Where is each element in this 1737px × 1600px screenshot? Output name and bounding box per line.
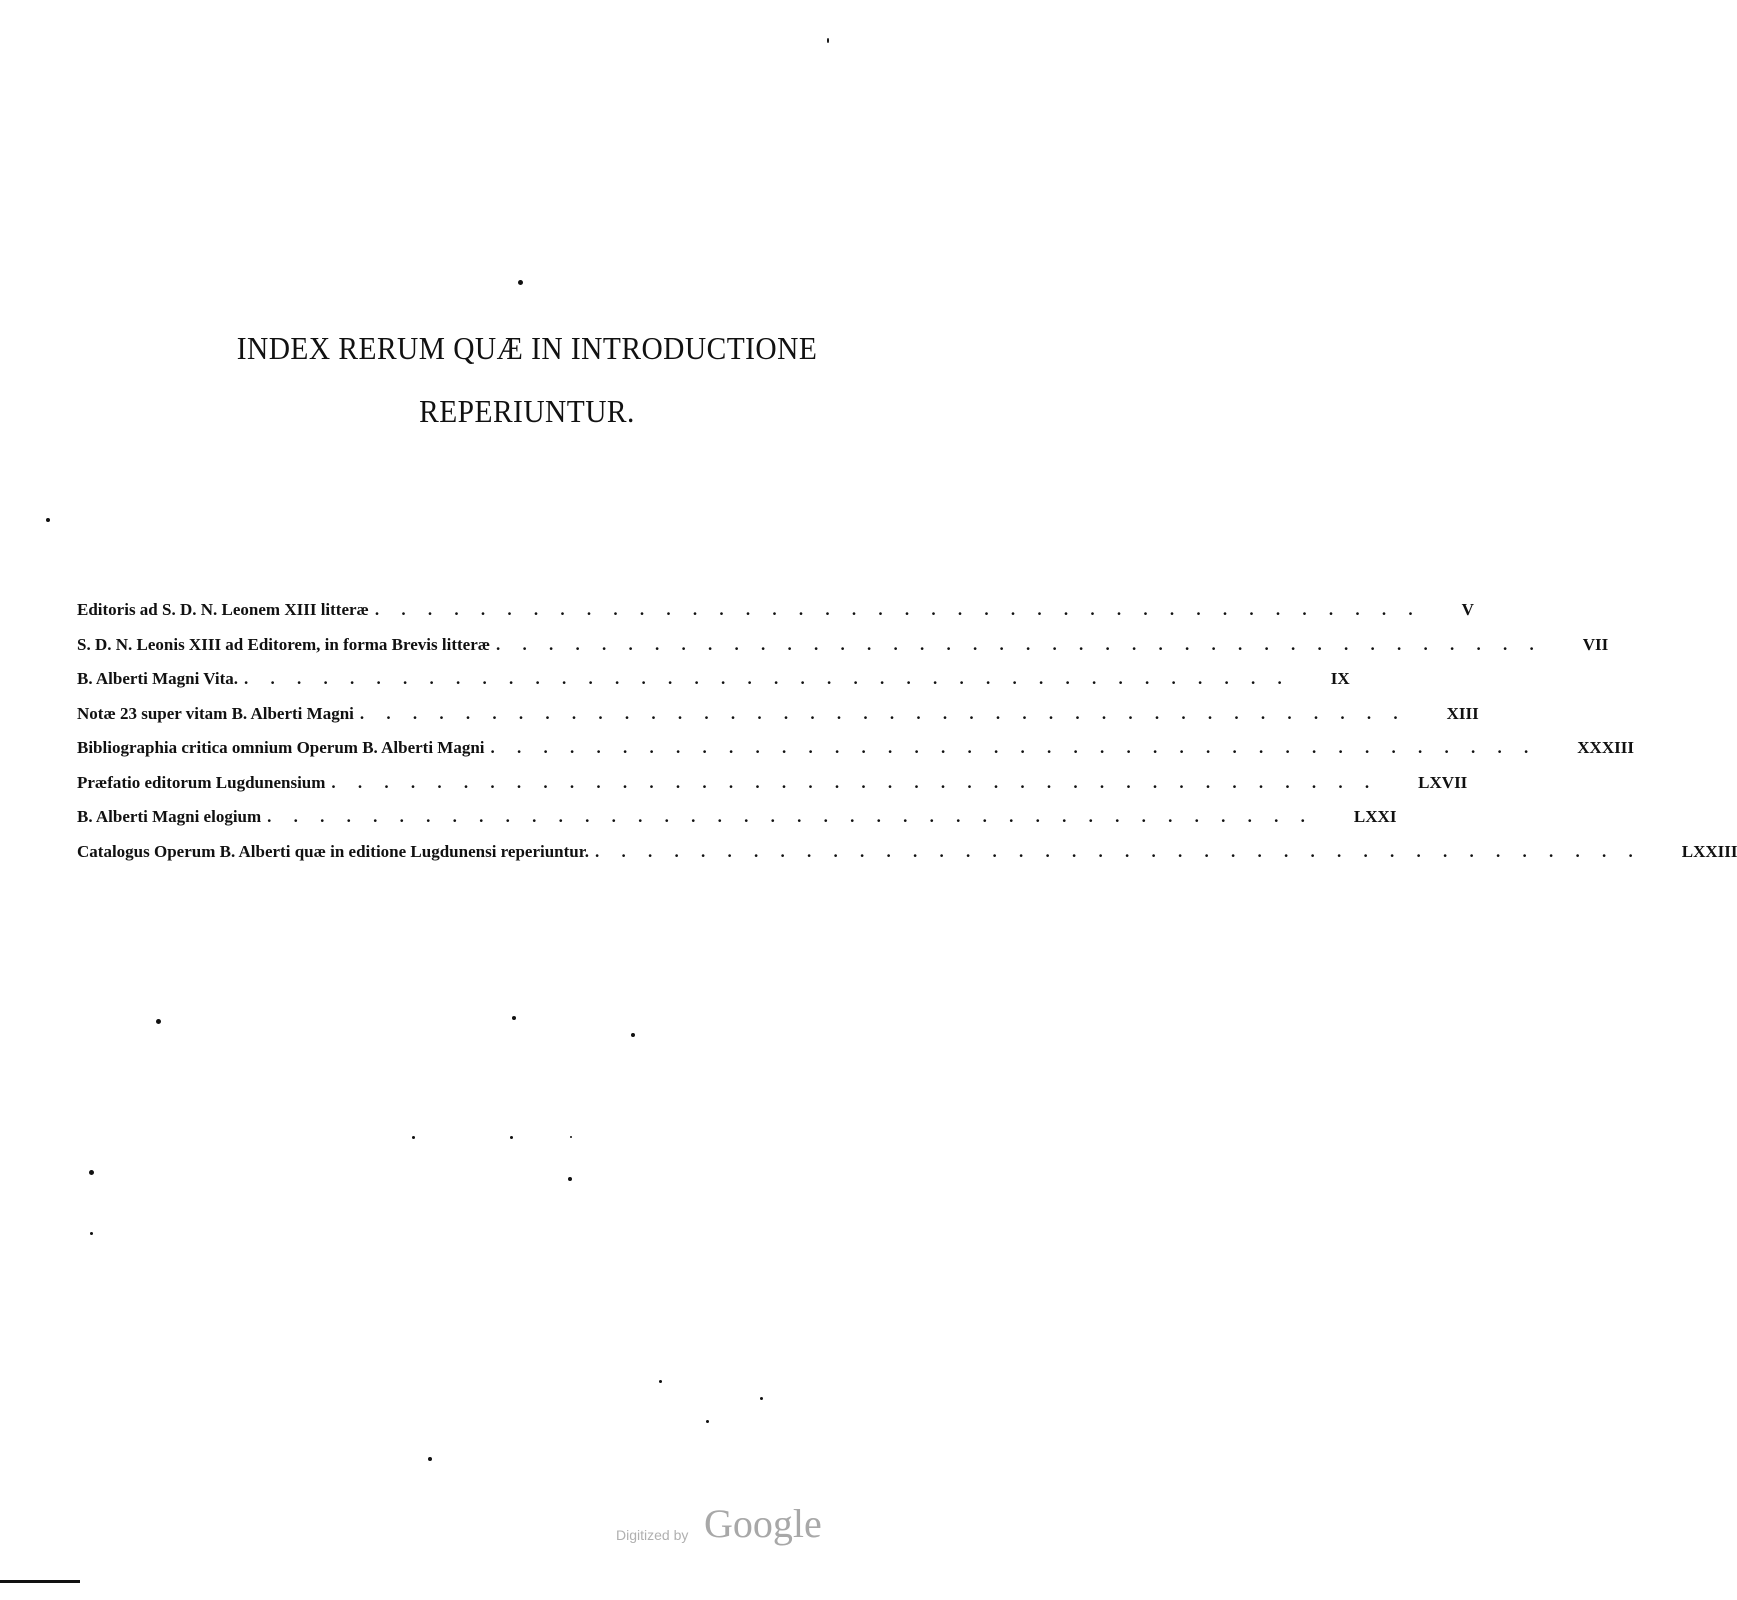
scan-speck bbox=[412, 1136, 415, 1139]
toc-entry-label: B. Alberti Magni Vita. bbox=[77, 669, 239, 688]
toc-entry-label: Bibliographia critica omnium Operum B. Alberti Magni bbox=[77, 738, 485, 757]
toc-entry bbox=[77, 807, 1397, 842]
toc-entry bbox=[77, 738, 1634, 773]
toc-entry-label: Editoris ad S. D. N. Leonem XIII litteræ bbox=[77, 600, 369, 619]
toc-entry-page: IX bbox=[1330, 669, 1350, 688]
table-of-contents bbox=[77, 600, 1737, 876]
toc-entry bbox=[77, 634, 1609, 670]
toc-leader-dots: . . . . . . . . . . . . . . . . . . . . . . . . . . . . . . . . . . . . . . . . bbox=[490, 738, 1538, 757]
toc-entry-label: B. Alberti Magni elogium bbox=[77, 807, 262, 826]
toc-entry-label: Notæ 23 super vitam B. Alberti Magni bbox=[77, 703, 354, 723]
toc-entry-page: LXXI bbox=[1353, 807, 1397, 826]
page-edge-mark bbox=[0, 1580, 80, 1583]
toc-entry-page: XXXIII bbox=[1577, 738, 1634, 757]
scan-speck bbox=[568, 1177, 572, 1181]
toc-entry-page: VII bbox=[1582, 634, 1609, 654]
toc-entry bbox=[77, 703, 1479, 739]
scan-speck bbox=[510, 1136, 513, 1139]
index-title-line-2: REPERIUNTUR. bbox=[419, 393, 635, 429]
scan-speck bbox=[512, 1016, 516, 1020]
toc-entry bbox=[77, 772, 1468, 808]
toc-entry bbox=[77, 841, 1737, 877]
toc-leader-dots: . . . . . . . . . . . . . . . . . . . . . . . . . . . . . . . . . . . . . . . . bbox=[359, 703, 1407, 723]
toc-leader-dots: . . . . . . . . . . . . . . . . . . . . . . . . . . . . . . . . . . . . . . . . bbox=[496, 634, 1543, 654]
toc-leader-dots: . . . . . . . . . . . . . . . . . . . . . . . . . . . . . . . . . . . . . . . . bbox=[244, 669, 1291, 688]
google-logo: Google bbox=[704, 1501, 822, 1546]
index-title-line-1: INDEX RERUM QUÆ IN INTRODUCTIONE bbox=[236, 330, 818, 366]
scan-speck bbox=[570, 1136, 572, 1138]
toc-entry bbox=[77, 600, 1474, 635]
toc-entry-page: LXXIII bbox=[1681, 841, 1737, 861]
scan-speck bbox=[156, 1019, 161, 1024]
toc-entry-page: V bbox=[1461, 600, 1474, 619]
watermark-prefix: Digitized by bbox=[616, 1527, 689, 1543]
toc-leader-dots: . . . . . . . . . . . . . . . . . . . . . . . . . . . . . . . . . . . . . . . . bbox=[267, 807, 1314, 826]
toc-entry-label: Præfatio editorum Lugdunensium bbox=[77, 772, 326, 792]
scan-speck bbox=[631, 1033, 635, 1037]
toc-leader-dots: . . . . . . . . . . . . . . . . . . . . . . . . . . . . . . . . . . . . . . . . bbox=[374, 600, 1422, 619]
toc-leader-dots: . . . . . . . . . . . . . . . . . . . . . . . . . . . . . . . . . . . . . . . . bbox=[331, 772, 1379, 792]
scan-speck bbox=[760, 1397, 763, 1400]
toc-entry bbox=[77, 669, 1350, 704]
scan-speck bbox=[706, 1420, 709, 1423]
scan-speck bbox=[46, 518, 50, 522]
toc-leader-dots: . . . . . . . . . . . . . . . . . . . . . . . . . . . . . . . . . . . . . . . . bbox=[594, 841, 1642, 861]
toc-entry-page: LXVII bbox=[1418, 772, 1468, 792]
scan-speck bbox=[428, 1457, 432, 1461]
scan-speck bbox=[89, 1170, 94, 1175]
digitized-by-google-watermark bbox=[616, 1500, 846, 1550]
scan-speck bbox=[90, 1232, 93, 1235]
scan-speck bbox=[827, 38, 829, 43]
toc-entry-label: Catalogus Operum B. Alberti quæ in editione Lugdunensi reperiuntur. bbox=[77, 841, 589, 861]
toc-entry-label: S. D. N. Leonis XIII ad Editorem, in forma Brevis litteræ bbox=[77, 634, 491, 654]
scan-speck bbox=[659, 1380, 662, 1383]
toc-entry-page: XIII bbox=[1446, 703, 1479, 723]
scan-speck bbox=[518, 280, 523, 285]
